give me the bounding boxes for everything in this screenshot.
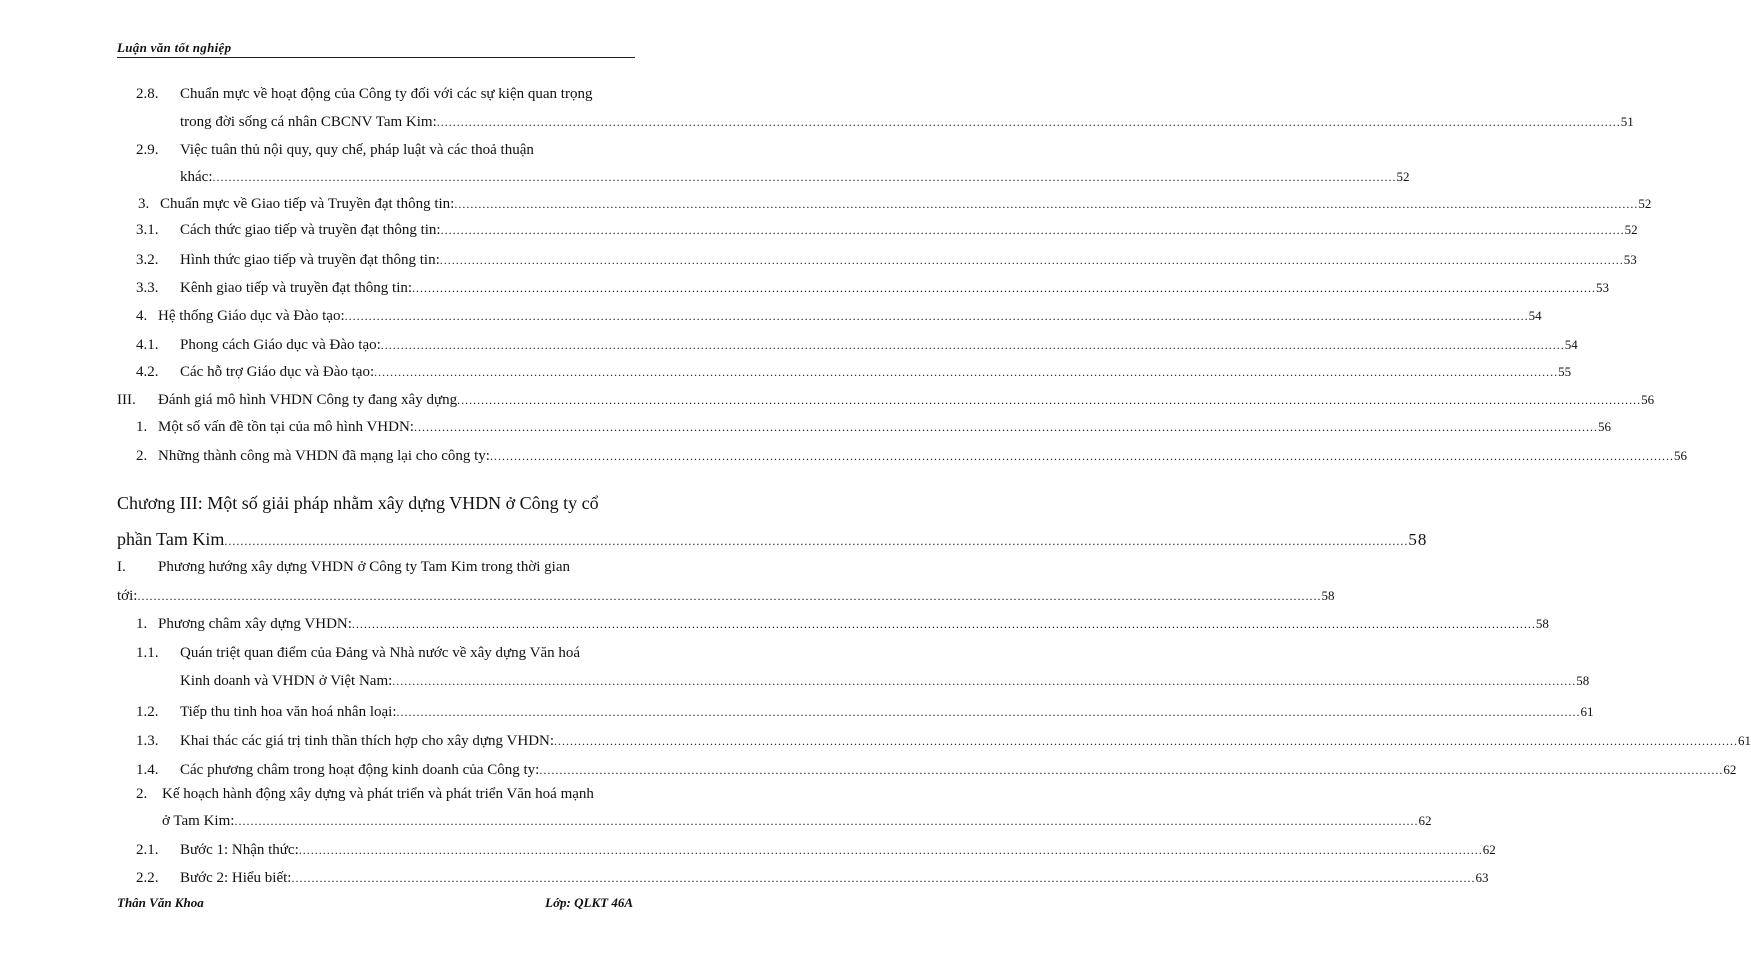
toc-number: 3.1. <box>136 222 159 238</box>
toc-entry-text: Phong cách Giáo dục và Đào tạo: <box>180 337 381 353</box>
toc-line <box>0 362 1572 386</box>
toc-page-number: 56 <box>1673 448 1687 463</box>
toc-number: 2.8. <box>136 86 159 102</box>
toc-page-number: 56 <box>1597 419 1611 434</box>
toc-entry-text: Bước 1: Nhận thức: <box>180 842 299 858</box>
toc-line <box>0 702 1594 726</box>
dot-leader: ........................................................................................................................................................................................................................................................................................................ <box>489 449 1674 463</box>
toc-page-number: 62 <box>1418 813 1432 828</box>
toc-number: 4. <box>136 308 148 324</box>
toc-page-number: 51 <box>1620 114 1634 129</box>
toc-entry-text: Hình thức giao tiếp và truyền đạt thông tin: <box>180 252 440 268</box>
toc-page-number: 53 <box>1596 280 1610 295</box>
dot-leader: ........................................................................................................................................................................................................................................................................................................ <box>457 393 1642 407</box>
toc-entry-text: Kế hoạch hành động xây dựng và phát triển và phát triển Văn hoá mạnh <box>162 786 594 802</box>
toc-line <box>0 335 1578 359</box>
dot-leader: ........................................................................................................................................................................................................................................................................................................ <box>440 223 1625 237</box>
toc-entry-text: Chuẩn mực về hoạt động của Công ty đối với các sự kiện quan trọng <box>180 86 593 102</box>
toc-page-number: 58 <box>1576 673 1590 688</box>
toc-number: 3. <box>138 196 150 212</box>
toc-line <box>0 112 1634 136</box>
toc-entry-text: trong đời sống cá nhân CBCNV Tam Kim: <box>180 114 437 130</box>
dot-leader: ........................................................................................................................................................................................................................................................................................................ <box>539 763 1724 777</box>
toc-page-number: 53 <box>1623 252 1637 267</box>
toc-line <box>0 731 1751 755</box>
dot-leader: ........................................................................................................................................................................................................................................................................................................ <box>137 589 1322 603</box>
footer-class: Lớp: QLKT 46A <box>545 895 633 910</box>
dot-leader: ........................................................................................................................................................................................................................................................................................................ <box>392 674 1577 688</box>
toc-page-number: 52 <box>1638 196 1652 211</box>
toc-line <box>0 671 1590 695</box>
toc-line <box>0 491 700 515</box>
toc-entry-text: Hệ thống Giáo dục và Đào tạo: <box>158 308 345 324</box>
footer-author: Thân Văn Khoa <box>117 895 204 910</box>
toc-line <box>0 250 1637 274</box>
toc-page-number: 62 <box>1482 842 1496 857</box>
dot-leader: ........................................................................................................................................................................................................................................................................................................ <box>344 309 1529 323</box>
toc-entry-text: Khai thác các giá trị tinh thần thích hợp cho xây dựng VHDN: <box>180 733 555 749</box>
toc-page-number: 62 <box>1723 762 1737 777</box>
toc-page-number: 58 <box>1535 616 1549 631</box>
toc-page-number: 61 <box>1580 704 1594 719</box>
dot-leader: ........................................................................................................................................................................................................................................................................................................ <box>454 197 1639 211</box>
dot-leader: ........................................................................................................................................................................................................................................................................................................ <box>413 420 1598 434</box>
toc-entry-text: Quán triệt quan điểm của Đảng và Nhà nước về xây dựng Văn hoá <box>180 645 581 661</box>
toc-entry-text: Các hỗ trợ Giáo dục và Đào tạo: <box>180 364 375 380</box>
toc-line <box>0 306 1542 330</box>
toc-entry-text: Kinh doanh và VHDN ở Việt Nam: <box>180 673 393 689</box>
toc-number: I. <box>117 559 126 575</box>
toc-number: III. <box>117 392 136 408</box>
toc-page-number: 55 <box>1558 364 1572 379</box>
toc-page-number: 63 <box>1475 870 1489 885</box>
dot-leader: ........................................................................................................................................................................................................................................................................................................ <box>436 115 1621 129</box>
toc-line <box>0 868 1489 892</box>
dot-leader: ........................................................................................................................................................................................................................................................................................................ <box>351 617 1536 631</box>
toc-entry-text: Đánh giá mô hình VHDN Công ty đang xây dựng <box>158 392 458 408</box>
dot-leader: ........................................................................................................................................................................................................................................................................................................ <box>554 734 1739 748</box>
dot-leader: ........................................................................................................................................................................................................................................................................................................ <box>234 814 1419 828</box>
toc-line <box>0 614 1549 638</box>
toc-line <box>0 760 1737 784</box>
toc-entry-text: Các phương châm trong hoạt động kinh doanh của Công ty: <box>180 762 540 778</box>
toc-entry-text: Tiếp thu tinh hoa văn hoá nhân loại: <box>180 704 397 720</box>
toc-line <box>0 417 1611 441</box>
toc-line <box>0 784 700 808</box>
dot-leader: ........................................................................................................................................................................................................................................................................................................ <box>412 281 1597 295</box>
toc-number: 1. <box>136 419 148 435</box>
toc-number: 2.9. <box>136 142 159 158</box>
running-header: Luận văn tốt nghiệp <box>117 40 232 55</box>
toc-line <box>0 643 700 667</box>
dot-leader: ........................................................................................................................................................................................................................................................................................................ <box>212 170 1397 184</box>
dot-leader: ........................................................................................................................................................................................................................................................................................................ <box>396 705 1581 719</box>
toc-number: 2. <box>136 448 148 464</box>
toc-entry-text: Cách thức giao tiếp và truyền đạt thông tin: <box>180 222 441 238</box>
toc-page-number: 52 <box>1624 222 1638 237</box>
toc-entry-text: Phương hướng xây dựng VHDN ở Công ty Tam Kim trong thời gian <box>158 559 571 575</box>
toc-page-number: 54 <box>1528 308 1542 323</box>
dot-leader: ........................................................................................................................................................................................................................................................................................................ <box>291 871 1476 885</box>
toc-number: 1.3. <box>136 733 159 749</box>
dot-leader: ........................................................................................................................................................................................................................................................................................................ <box>374 365 1559 379</box>
toc-line <box>0 557 700 581</box>
toc-line <box>0 220 1638 244</box>
toc-line <box>0 527 1428 551</box>
toc-page-number: 58 <box>1408 530 1428 549</box>
toc-page-number: 56 <box>1641 392 1655 407</box>
toc-number: 3.3. <box>136 280 159 296</box>
toc-entry-text: Chuẩn mực về Giao tiếp và Truyền đạt thông tin: <box>160 196 455 212</box>
toc-entry-text: Việc tuân thủ nội quy, quy chế, pháp luật và các thoả thuận <box>180 142 534 158</box>
toc-number: 4.2. <box>136 364 159 380</box>
toc-line <box>0 194 1652 218</box>
toc-line <box>0 167 1410 191</box>
toc-number: 4.1. <box>136 337 159 353</box>
toc-line <box>0 840 1496 864</box>
toc-number: 1.1. <box>136 645 159 661</box>
toc-entry-text: Chương III: Một số giải pháp nhằm xây dựng VHDN ở Công ty cổ <box>117 493 599 513</box>
toc-number: 2.1. <box>136 842 159 858</box>
toc-line <box>0 811 1432 835</box>
toc-number: 1.4. <box>136 762 159 778</box>
toc-line <box>0 140 700 164</box>
dot-leader: ........................................................................................................................................................................................................................................................................................................ <box>224 534 1409 548</box>
toc-entry-text: Một số vấn đề tồn tại của mô hình VHDN: <box>158 419 414 435</box>
toc-entry-text: tới: <box>117 588 138 604</box>
toc-entry-text: Kênh giao tiếp và truyền đạt thông tin: <box>180 280 413 296</box>
toc-line <box>0 446 1687 470</box>
toc-page-number: 54 <box>1564 337 1578 352</box>
header-rule <box>117 57 635 58</box>
toc-page-number: 61 <box>1738 733 1751 748</box>
toc-number: 1. <box>136 616 148 632</box>
toc-line <box>0 278 1610 302</box>
toc-line <box>0 390 1655 414</box>
dot-leader: ........................................................................................................................................................................................................................................................................................................ <box>298 843 1483 857</box>
toc-entry-text: Phương châm xây dựng VHDN: <box>158 616 352 632</box>
dot-leader: ........................................................................................................................................................................................................................................................................................................ <box>439 253 1624 267</box>
toc-entry-text: khác: <box>180 169 213 185</box>
toc-number: 2. <box>136 786 148 802</box>
toc-number: 2.2. <box>136 870 159 886</box>
toc-number: 3.2. <box>136 252 159 268</box>
toc-page-number: 58 <box>1321 588 1335 603</box>
toc-entry-text: Những thành công mà VHDN đã mạng lại cho công ty: <box>158 448 490 464</box>
toc-number: 1.2. <box>136 704 159 720</box>
toc-line <box>0 84 700 108</box>
dot-leader: ........................................................................................................................................................................................................................................................................................................ <box>380 338 1565 352</box>
toc-entry-text: ở Tam Kim: <box>162 813 235 829</box>
toc-entry-text: Bước 2: Hiểu biết: <box>180 870 292 886</box>
toc-entry-text: phần Tam Kim <box>117 529 225 549</box>
toc-line <box>0 586 1335 610</box>
toc-page-number: 52 <box>1396 169 1410 184</box>
